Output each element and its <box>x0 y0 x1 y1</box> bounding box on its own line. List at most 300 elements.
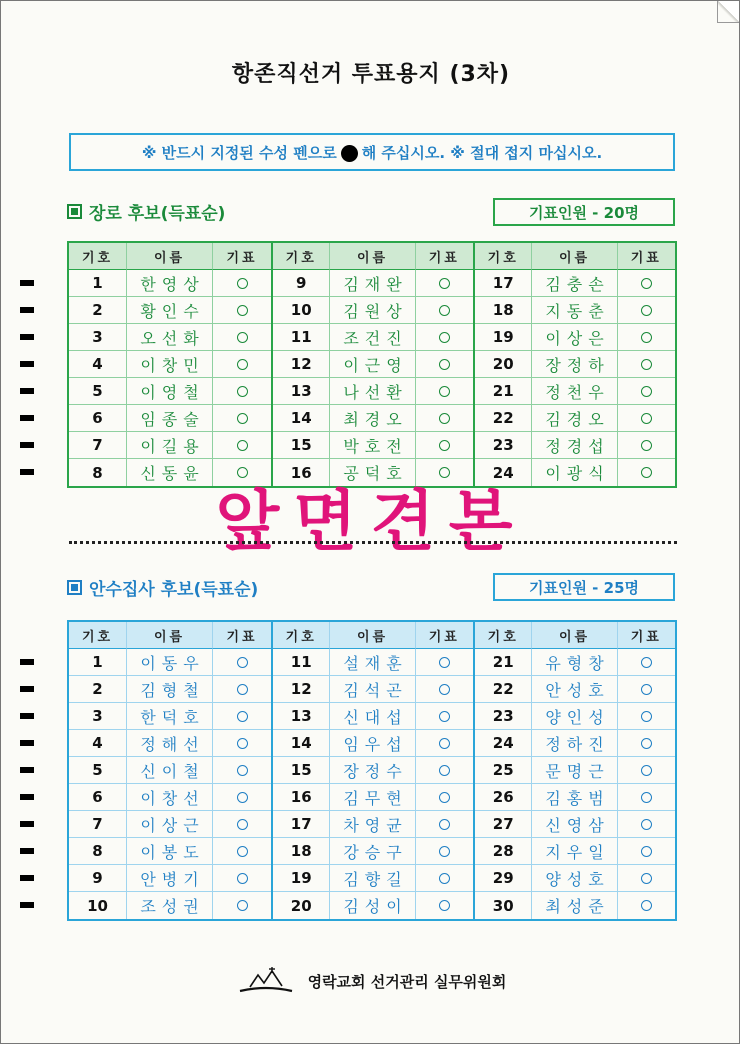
vote-circle-icon[interactable] <box>439 738 450 749</box>
candidate-name: 양성호 <box>532 865 617 892</box>
candidate-row <box>273 270 473 297</box>
vote-mark-cell[interactable] <box>618 703 675 730</box>
vote-mark-cell[interactable] <box>416 757 473 784</box>
candidate-row <box>69 324 271 351</box>
vote-circle-icon[interactable] <box>641 900 652 911</box>
candidate-number: 16 <box>273 459 330 486</box>
elder-column-1 <box>69 243 271 486</box>
candidate-name: 김무현 <box>330 784 415 811</box>
candidate-number: 1 <box>69 649 127 676</box>
vote-circle-icon[interactable] <box>237 386 248 397</box>
candidate-number: 7 <box>69 432 127 459</box>
header-name: 이름 <box>532 243 617 270</box>
vote-mark-cell[interactable] <box>213 459 271 486</box>
vote-mark-cell[interactable] <box>618 297 675 324</box>
vote-circle-icon[interactable] <box>641 819 652 830</box>
candidate-number: 24 <box>475 459 532 486</box>
vote-circle-icon[interactable] <box>439 819 450 830</box>
footer <box>1 967 740 995</box>
vote-circle-icon[interactable] <box>237 873 248 884</box>
candidate-row <box>69 351 271 378</box>
vote-circle-icon[interactable] <box>641 359 652 370</box>
table-header-row <box>69 243 271 270</box>
candidate-row <box>273 838 473 865</box>
candidate-row <box>69 811 271 838</box>
vote-mark-cell[interactable] <box>618 324 675 351</box>
candidate-row <box>69 405 271 432</box>
vote-circle-icon[interactable] <box>641 386 652 397</box>
candidate-name: 김성이 <box>330 892 415 919</box>
timing-mark <box>20 794 34 800</box>
candidate-name: 정천우 <box>532 378 617 405</box>
candidate-number: 14 <box>273 730 330 757</box>
candidate-name: 이상근 <box>127 811 213 838</box>
timing-mark <box>20 740 34 746</box>
candidate-number: 24 <box>475 730 532 757</box>
candidate-name: 한영상 <box>127 270 213 297</box>
candidate-row <box>475 432 675 459</box>
candidate-row <box>273 297 473 324</box>
header-name: 이름 <box>532 622 617 649</box>
candidate-name: 김홍범 <box>532 784 617 811</box>
candidate-number: 15 <box>273 757 330 784</box>
candidate-row <box>273 459 473 486</box>
vote-circle-icon[interactable] <box>641 332 652 343</box>
candidate-name: 오선화 <box>127 324 213 351</box>
candidate-number: 25 <box>475 757 532 784</box>
elder-column-3 <box>473 243 675 486</box>
committee-name: 영락교회 선거관리 실무위원회 <box>307 972 507 991</box>
candidate-row <box>475 865 675 892</box>
candidate-row <box>475 892 675 919</box>
candidate-number: 30 <box>475 892 532 919</box>
candidate-name: 신동윤 <box>127 459 213 486</box>
vote-circle-icon[interactable] <box>641 440 652 451</box>
candidate-number: 10 <box>273 297 330 324</box>
candidate-number: 6 <box>69 784 127 811</box>
candidate-number: 26 <box>475 784 532 811</box>
candidate-number: 23 <box>475 703 532 730</box>
candidate-number: 4 <box>69 730 127 757</box>
vote-circle-icon[interactable] <box>641 846 652 857</box>
candidate-row <box>273 351 473 378</box>
vote-mark-cell[interactable] <box>213 865 271 892</box>
vote-circle-icon[interactable] <box>439 359 450 370</box>
candidate-name: 공덕호 <box>330 459 415 486</box>
candidate-row <box>273 865 473 892</box>
header-mark: 기표 <box>213 243 271 270</box>
vote-circle-icon[interactable] <box>641 765 652 776</box>
vote-circle-icon[interactable] <box>237 819 248 830</box>
vote-circle-icon[interactable] <box>439 846 450 857</box>
candidate-number: 21 <box>475 649 532 676</box>
candidate-name: 이창선 <box>127 784 213 811</box>
vote-mark-cell[interactable] <box>618 351 675 378</box>
vote-mark-cell[interactable] <box>213 649 271 676</box>
candidate-row <box>69 459 271 486</box>
candidate-number: 29 <box>475 865 532 892</box>
candidate-number: 4 <box>69 351 127 378</box>
vote-circle-icon[interactable] <box>439 873 450 884</box>
vote-circle-icon[interactable] <box>237 332 248 343</box>
candidate-number: 21 <box>475 378 532 405</box>
header-num: 기호 <box>273 622 330 649</box>
vote-mark-cell[interactable] <box>416 649 473 676</box>
vote-circle-icon[interactable] <box>641 278 652 289</box>
elder-quota-box: 기표인원 - 20명 <box>493 198 675 226</box>
vote-mark-cell[interactable] <box>213 757 271 784</box>
candidate-row <box>273 405 473 432</box>
vote-circle-icon[interactable] <box>641 792 652 803</box>
deacon-candidate-table <box>67 620 677 921</box>
candidate-number: 6 <box>69 405 127 432</box>
candidate-number: 20 <box>273 892 330 919</box>
header-num: 기호 <box>69 243 127 270</box>
candidate-name: 임종술 <box>127 405 213 432</box>
candidate-number: 13 <box>273 703 330 730</box>
timing-mark <box>20 280 34 286</box>
vote-circle-icon[interactable] <box>641 711 652 722</box>
timing-mark <box>20 767 34 773</box>
vote-mark-cell[interactable] <box>618 405 675 432</box>
header-num: 기호 <box>273 243 330 270</box>
vote-circle-icon[interactable] <box>439 792 450 803</box>
header-name: 이름 <box>330 243 415 270</box>
vote-mark-cell[interactable] <box>618 757 675 784</box>
vote-mark-cell[interactable] <box>416 405 473 432</box>
table-header-row <box>475 243 675 270</box>
vote-circle-icon[interactable] <box>237 359 248 370</box>
candidate-number: 10 <box>69 892 127 919</box>
vote-circle-icon[interactable] <box>237 846 248 857</box>
vote-circle-icon[interactable] <box>641 305 652 316</box>
candidate-name: 임우섭 <box>330 730 415 757</box>
vote-mark-cell[interactable] <box>618 676 675 703</box>
vote-mark-cell[interactable] <box>618 784 675 811</box>
table-header-row <box>273 622 473 649</box>
vote-mark-cell[interactable] <box>416 865 473 892</box>
vote-mark-cell[interactable] <box>416 270 473 297</box>
vote-circle-icon[interactable] <box>641 413 652 424</box>
vote-mark-cell[interactable] <box>213 324 271 351</box>
vote-circle-icon[interactable] <box>641 684 652 695</box>
candidate-number: 3 <box>69 703 127 730</box>
notice-text-1: ※ 반드시 지정된 수성 펜으로 <box>141 143 337 162</box>
vote-mark-cell[interactable] <box>213 270 271 297</box>
vote-circle-icon[interactable] <box>237 711 248 722</box>
header-name: 이름 <box>127 622 213 649</box>
table-header-row <box>475 622 675 649</box>
vote-mark-cell[interactable] <box>213 730 271 757</box>
vote-mark-cell[interactable] <box>416 730 473 757</box>
timing-mark <box>20 361 34 367</box>
timing-mark <box>20 848 34 854</box>
vote-circle-icon[interactable] <box>237 305 248 316</box>
vote-circle-icon[interactable] <box>439 467 450 478</box>
candidate-number: 9 <box>273 270 330 297</box>
candidate-row <box>273 432 473 459</box>
candidate-row <box>69 784 271 811</box>
timing-mark <box>20 415 34 421</box>
candidate-row <box>475 730 675 757</box>
vote-mark-cell[interactable] <box>618 730 675 757</box>
candidate-number: 17 <box>273 811 330 838</box>
timing-mark <box>20 686 34 692</box>
candidate-row <box>69 703 271 730</box>
header-mark: 기표 <box>213 622 271 649</box>
candidate-row <box>69 297 271 324</box>
candidate-name: 김형철 <box>127 676 213 703</box>
candidate-row <box>475 649 675 676</box>
candidate-name: 이영철 <box>127 378 213 405</box>
candidate-name: 설재훈 <box>330 649 415 676</box>
candidate-name: 안성호 <box>532 676 617 703</box>
vote-circle-icon[interactable] <box>439 684 450 695</box>
vote-mark-cell[interactable] <box>618 865 675 892</box>
candidate-name: 김경오 <box>532 405 617 432</box>
candidate-name: 김석곤 <box>330 676 415 703</box>
sample-stamp: 앞면견본 <box>215 483 527 560</box>
notice-text-2: 해 주십시오. ※ 절대 접지 마십시오. <box>361 143 603 162</box>
candidate-number: 9 <box>69 865 127 892</box>
folded-corner <box>717 1 739 23</box>
candidate-name: 지동춘 <box>532 297 617 324</box>
timing-mark <box>20 307 34 313</box>
vote-mark-cell[interactable] <box>416 324 473 351</box>
timing-mark <box>20 469 34 475</box>
candidate-name: 정해선 <box>127 730 213 757</box>
table-header-row <box>69 622 271 649</box>
vote-mark-cell[interactable] <box>213 432 271 459</box>
candidate-name: 최경오 <box>330 405 415 432</box>
candidate-row <box>475 324 675 351</box>
header-num: 기호 <box>475 622 532 649</box>
candidate-number: 16 <box>273 784 330 811</box>
church-logo-icon <box>236 967 296 995</box>
vote-circle-icon[interactable] <box>641 738 652 749</box>
vote-mark-cell[interactable] <box>416 378 473 405</box>
vote-circle-icon[interactable] <box>439 900 450 911</box>
candidate-number: 28 <box>475 838 532 865</box>
vote-circle-icon[interactable] <box>641 467 652 478</box>
candidate-name: 최성준 <box>532 892 617 919</box>
candidate-number: 5 <box>69 378 127 405</box>
candidate-row <box>475 838 675 865</box>
candidate-row <box>273 811 473 838</box>
candidate-name: 양인성 <box>532 703 617 730</box>
vote-mark-cell[interactable] <box>213 703 271 730</box>
candidate-name: 강승구 <box>330 838 415 865</box>
candidate-row <box>69 676 271 703</box>
candidate-row <box>69 270 271 297</box>
vote-circle-icon[interactable] <box>439 440 450 451</box>
vote-mark-cell[interactable] <box>213 811 271 838</box>
square-bullet-icon <box>67 204 82 219</box>
timing-mark <box>20 821 34 827</box>
candidate-number: 1 <box>69 270 127 297</box>
vote-circle-icon[interactable] <box>237 440 248 451</box>
candidate-number: 13 <box>273 378 330 405</box>
candidate-row <box>273 324 473 351</box>
candidate-name: 황인수 <box>127 297 213 324</box>
instruction-notice <box>69 133 675 171</box>
timing-mark <box>20 388 34 394</box>
vote-mark-cell[interactable] <box>213 838 271 865</box>
timing-mark <box>20 902 34 908</box>
vote-circle-icon[interactable] <box>641 657 652 668</box>
vote-circle-icon[interactable] <box>237 278 248 289</box>
candidate-row <box>273 892 473 919</box>
candidate-row <box>273 649 473 676</box>
candidate-name: 이창민 <box>127 351 213 378</box>
vote-mark-cell[interactable] <box>416 892 473 919</box>
candidate-row <box>273 730 473 757</box>
vote-mark-cell[interactable] <box>213 784 271 811</box>
vote-circle-icon[interactable] <box>641 873 652 884</box>
candidate-name: 장정하 <box>532 351 617 378</box>
vote-mark-cell[interactable] <box>213 297 271 324</box>
elder-candidate-table <box>67 241 677 488</box>
candidate-name: 유형창 <box>532 649 617 676</box>
candidate-name: 김충손 <box>532 270 617 297</box>
candidate-name: 신영삼 <box>532 811 617 838</box>
candidate-name: 조성권 <box>127 892 213 919</box>
header-mark: 기표 <box>618 622 675 649</box>
candidate-row <box>475 297 675 324</box>
vote-circle-icon[interactable] <box>439 386 450 397</box>
vote-mark-cell[interactable] <box>618 378 675 405</box>
vote-circle-icon[interactable] <box>237 684 248 695</box>
vote-mark-cell[interactable] <box>416 459 473 486</box>
candidate-name: 정하진 <box>532 730 617 757</box>
vote-mark-cell[interactable] <box>213 676 271 703</box>
candidate-row <box>475 351 675 378</box>
vote-circle-icon[interactable] <box>439 711 450 722</box>
vote-mark-cell[interactable] <box>213 892 271 919</box>
vote-circle-icon[interactable] <box>237 413 248 424</box>
vote-mark-cell[interactable] <box>213 351 271 378</box>
vote-circle-icon[interactable] <box>237 900 248 911</box>
timing-mark <box>20 875 34 881</box>
vote-mark-cell[interactable] <box>416 351 473 378</box>
candidate-number: 12 <box>273 676 330 703</box>
candidate-name: 이근영 <box>330 351 415 378</box>
candidate-name: 차영균 <box>330 811 415 838</box>
vote-circle-icon[interactable] <box>237 765 248 776</box>
candidate-row <box>273 703 473 730</box>
vote-mark-cell[interactable] <box>618 459 675 486</box>
deacon-column-1 <box>69 622 271 919</box>
vote-mark-cell[interactable] <box>618 649 675 676</box>
candidate-number: 19 <box>273 865 330 892</box>
candidate-name: 조건진 <box>330 324 415 351</box>
deacon-column-3 <box>473 622 675 919</box>
vote-mark-cell[interactable] <box>213 378 271 405</box>
candidate-number: 12 <box>273 351 330 378</box>
elder-heading-text: 장로 후보(득표순) <box>89 204 226 224</box>
vote-mark-cell[interactable] <box>416 676 473 703</box>
vote-mark-cell[interactable] <box>416 811 473 838</box>
candidate-row <box>273 676 473 703</box>
timing-mark <box>20 442 34 448</box>
vote-mark-cell[interactable] <box>618 270 675 297</box>
candidate-name: 박호전 <box>330 432 415 459</box>
vote-circle-icon[interactable] <box>439 413 450 424</box>
candidate-row <box>69 865 271 892</box>
header-mark: 기표 <box>416 622 473 649</box>
candidate-name: 신이철 <box>127 757 213 784</box>
vote-mark-cell[interactable] <box>416 784 473 811</box>
candidate-number: 8 <box>69 838 127 865</box>
candidate-number: 20 <box>475 351 532 378</box>
candidate-name: 이봉도 <box>127 838 213 865</box>
candidate-row <box>273 378 473 405</box>
vote-circle-icon[interactable] <box>237 467 248 478</box>
header-num: 기호 <box>475 243 532 270</box>
candidate-number: 8 <box>69 459 127 486</box>
deacon-section-heading <box>67 575 258 600</box>
header-mark: 기표 <box>416 243 473 270</box>
vote-circle-icon[interactable] <box>439 278 450 289</box>
candidate-name: 이광식 <box>532 459 617 486</box>
candidate-name: 한덕호 <box>127 703 213 730</box>
vote-mark-cell[interactable] <box>618 432 675 459</box>
candidate-number: 17 <box>475 270 532 297</box>
candidate-row <box>69 892 271 919</box>
vote-mark-cell[interactable] <box>416 432 473 459</box>
elder-section-heading <box>67 199 225 224</box>
candidate-row <box>273 784 473 811</box>
vote-mark-cell[interactable] <box>618 811 675 838</box>
candidate-name: 신대섭 <box>330 703 415 730</box>
vote-circle-icon[interactable] <box>237 657 248 668</box>
candidate-number: 19 <box>475 324 532 351</box>
candidate-name: 이길용 <box>127 432 213 459</box>
deacon-column-2 <box>271 622 473 919</box>
candidate-name: 나선환 <box>330 378 415 405</box>
vote-mark-cell[interactable] <box>416 838 473 865</box>
candidate-number: 7 <box>69 811 127 838</box>
candidate-number: 5 <box>69 757 127 784</box>
candidate-row <box>475 784 675 811</box>
candidate-number: 15 <box>273 432 330 459</box>
candidate-number: 2 <box>69 297 127 324</box>
candidate-number: 22 <box>475 405 532 432</box>
candidate-number: 27 <box>475 811 532 838</box>
vote-circle-icon[interactable] <box>237 738 248 749</box>
vote-mark-cell[interactable] <box>618 892 675 919</box>
vote-mark-cell[interactable] <box>213 405 271 432</box>
candidate-row <box>69 838 271 865</box>
candidate-name: 지우일 <box>532 838 617 865</box>
vote-mark-cell[interactable] <box>416 297 473 324</box>
vote-circle-icon[interactable] <box>439 657 450 668</box>
elder-column-2 <box>271 243 473 486</box>
candidate-row <box>69 649 271 676</box>
candidate-row <box>69 432 271 459</box>
vote-circle-icon[interactable] <box>439 332 450 343</box>
vote-mark-cell[interactable] <box>618 838 675 865</box>
vote-circle-icon[interactable] <box>439 765 450 776</box>
vote-circle-icon[interactable] <box>439 305 450 316</box>
vote-mark-cell[interactable] <box>416 703 473 730</box>
candidate-name: 김원상 <box>330 297 415 324</box>
candidate-name: 문명근 <box>532 757 617 784</box>
candidate-number: 14 <box>273 405 330 432</box>
candidate-name: 이동우 <box>127 649 213 676</box>
vote-circle-icon[interactable] <box>237 792 248 803</box>
candidate-name: 김향길 <box>330 865 415 892</box>
